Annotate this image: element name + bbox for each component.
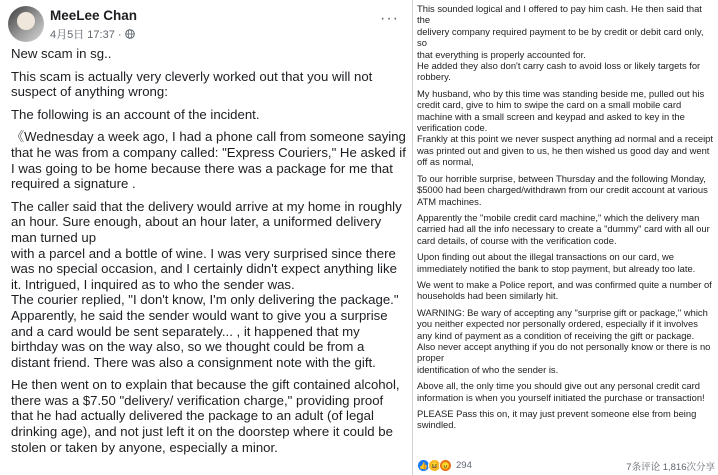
continuation-paragraph: My husband, who by this time was standing beside me, pulled out his credit card, give to him to swipe the card on a small mobile card machine with a small screen and keypad and asked to key in the verification code. Frankly at this point we never suspect anything ad normal and a receipt was printed out and given to us, he then wished us good day and went off as normal, — [417, 87, 713, 168]
post-paragraph: The following is an account of the incident. — [11, 106, 260, 122]
continuation-paragraph: We went to make a Police report, and was confirmed quite a number of households had been similarly hit. — [417, 278, 712, 302]
avatar[interactable] — [8, 6, 44, 42]
haha-reaction-icon: 😆 — [428, 459, 441, 472]
post-meta — [50, 26, 135, 42]
post-paragraph: 《Wednesday a week ago, I had a phone call from someone saying that he was from a company called: "Express Couriers," He asked if I was going to be home because there was a package for me that required a signature . — [11, 129, 406, 192]
continuation-paragraph: To our horrible surprise, between Thursday and the following Monday, $5000 had been charged/withdrawn from our credit account at various ATM machines. — [417, 172, 708, 207]
post-paragraph: The caller said that the delivery would arrive at my home in roughly an hour. Sure enough, about an hour later, a uniformed delivery man turned up with a parcel and a bottle of wine. I was very surprised since there was no special occasion, and I certainly didn't expect anything like it. Intrigued, I inquired as to who the sender was. The courier replied, "I don't know, I'm only delivering the package." Apparently, he said the sender would want to give you a surprise and a card would be sent separately... , it happened that my birthday was on the way also, so we thought could be from a distant friend. There was also a consignment note with the gift. — [11, 198, 402, 370]
author-name[interactable]: MeeLee Chan — [50, 8, 138, 23]
post-footer — [417, 458, 715, 473]
reactions[interactable] — [417, 459, 472, 472]
more-icon[interactable]: ··· — [380, 10, 399, 27]
continuation-paragraph: PLEASE Pass this on, it may just prevent someone else from being swindled. — [417, 408, 697, 431]
continuation-paragraph: Upon finding out about the illegal transactions on our card, we immediately notified the bank to stop payment, but already too late. — [417, 251, 696, 274]
continuation-paragraph: Above all, the only time you should give out any personal credit card information is when you yourself initiated the purchase or transaction! — [417, 380, 705, 403]
like-reaction-icon: 👍 — [417, 459, 430, 472]
continuation-paragraph: WARNING: Be wary of accepting any "surprise gift or package," which you neither expected nor personally ordered, especially if it involves any kind of payment as a condition of receiving the gift or package. Also never accept anything if you do not personally know or there is no proper identification of who the sender is. — [417, 306, 711, 375]
continuation-paragraph: This sounded logical and I offered to pay him cash. He then said that the delivery company required payment to be by credit or debit card only, so that everything is properly accounted for. He added they also don't carry cash to avoid loss or likely targets for robbery. — [417, 3, 704, 83]
globe-icon — [125, 29, 135, 39]
post-paragraph: He then went on to explain that because the gift contained alcohol, there was a $7.50 "delivery/ verification charge," providing proof that he had actually delivered the package to an adult (of legal drinking age), and not just left it on the doorstep where it could be stolen or taken by anyone, especially a minor. — [11, 377, 400, 455]
continuation-paragraph: Apparently the "mobile credit card machine," which the delivery man carried had all the info necessary to create a "dummy" card with all our card details, of course with the verification code. — [417, 211, 710, 246]
post-paragraph: New scam in sg.. — [11, 46, 112, 61]
reaction-count: 294 — [456, 460, 472, 471]
comment-share-stats[interactable]: 7条评论 1,816次分享 — [626, 462, 715, 473]
continuation-body — [417, 3, 713, 436]
post-date[interactable]: 4月5日 17:37 · — [50, 29, 122, 41]
post-paragraph: This scam is actually very cleverly worked out that you will not suspect of anything wrong: — [11, 68, 373, 100]
post-body — [11, 46, 406, 462]
continuation-panel — [413, 0, 718, 475]
angry-reaction-icon: 😠 — [439, 459, 452, 472]
